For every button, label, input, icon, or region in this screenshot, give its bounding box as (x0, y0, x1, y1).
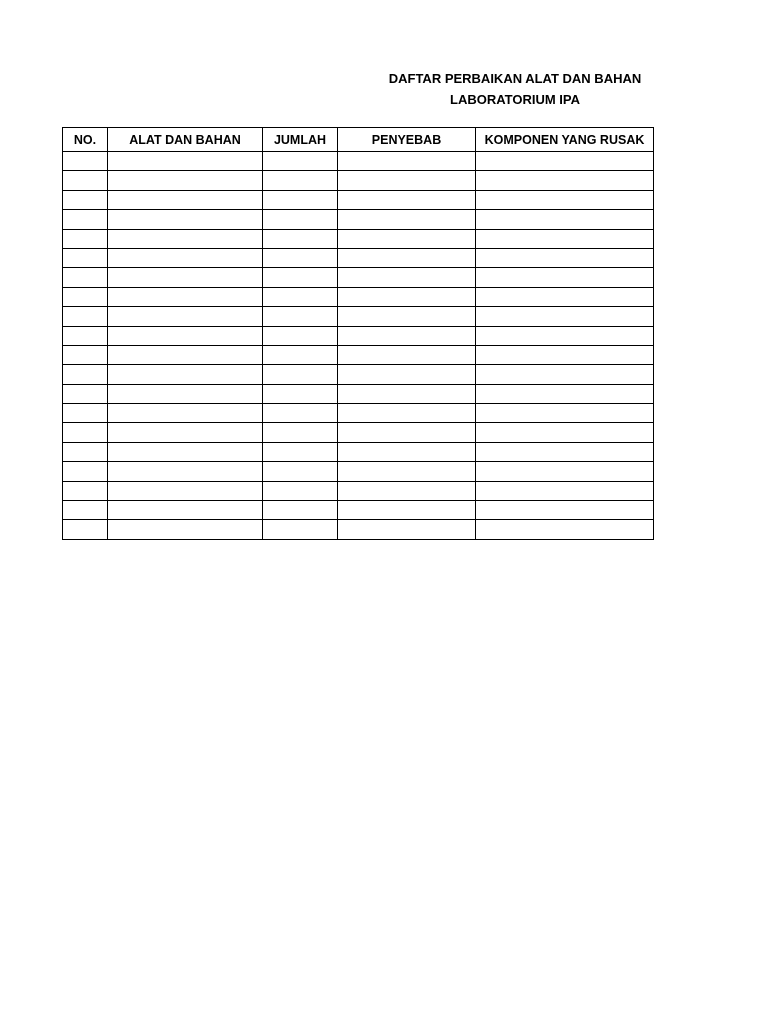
table-row (63, 365, 654, 384)
table-row (63, 423, 654, 442)
cell-alat-dan-bahan (108, 190, 263, 209)
cell-komponen-yang-rusak (476, 384, 654, 403)
cell-no (63, 268, 108, 287)
cell-no (63, 501, 108, 520)
cell-no (63, 481, 108, 500)
cell-penyebab (338, 501, 476, 520)
cell-penyebab (338, 345, 476, 364)
cell-alat-dan-bahan (108, 462, 263, 481)
table-row (63, 326, 654, 345)
cell-komponen-yang-rusak (476, 442, 654, 461)
cell-komponen-yang-rusak (476, 229, 654, 248)
cell-penyebab (338, 442, 476, 461)
cell-alat-dan-bahan (108, 520, 263, 539)
cell-no (63, 365, 108, 384)
cell-no (63, 326, 108, 345)
cell-jumlah (263, 326, 338, 345)
table-row (63, 210, 654, 229)
cell-penyebab (338, 307, 476, 326)
cell-penyebab (338, 481, 476, 500)
cell-komponen-yang-rusak (476, 171, 654, 190)
cell-penyebab (338, 404, 476, 423)
cell-alat-dan-bahan (108, 423, 263, 442)
table-row (63, 152, 654, 171)
cell-komponen-yang-rusak (476, 190, 654, 209)
column-header-komponen-yang-rusak: KOMPONEN YANG RUSAK (476, 128, 654, 152)
cell-jumlah (263, 442, 338, 461)
cell-alat-dan-bahan (108, 248, 263, 267)
cell-alat-dan-bahan (108, 384, 263, 403)
cell-alat-dan-bahan (108, 345, 263, 364)
cell-no (63, 210, 108, 229)
cell-jumlah (263, 171, 338, 190)
table-row (63, 307, 654, 326)
cell-penyebab (338, 229, 476, 248)
table-row (63, 481, 654, 500)
cell-komponen-yang-rusak (476, 307, 654, 326)
cell-no (63, 404, 108, 423)
cell-no (63, 152, 108, 171)
column-header-no: NO. (63, 128, 108, 152)
cell-no (63, 384, 108, 403)
cell-komponen-yang-rusak (476, 365, 654, 384)
cell-jumlah (263, 423, 338, 442)
page-title-line-2: LABORATORIUM IPA (450, 92, 580, 107)
cell-jumlah (263, 404, 338, 423)
cell-no (63, 171, 108, 190)
table-row (63, 248, 654, 267)
cell-alat-dan-bahan (108, 268, 263, 287)
table-row (63, 268, 654, 287)
table-row (63, 229, 654, 248)
cell-penyebab (338, 210, 476, 229)
cell-alat-dan-bahan (108, 229, 263, 248)
cell-no (63, 307, 108, 326)
cell-jumlah (263, 384, 338, 403)
cell-komponen-yang-rusak (476, 520, 654, 539)
cell-alat-dan-bahan (108, 481, 263, 500)
cell-komponen-yang-rusak (476, 326, 654, 345)
cell-penyebab (338, 152, 476, 171)
cell-no (63, 345, 108, 364)
table-header-row (63, 128, 654, 152)
cell-no (63, 190, 108, 209)
table-row (63, 190, 654, 209)
table-body (63, 152, 654, 540)
cell-jumlah (263, 287, 338, 306)
cell-penyebab (338, 520, 476, 539)
cell-komponen-yang-rusak (476, 501, 654, 520)
cell-penyebab (338, 326, 476, 345)
cell-jumlah (263, 520, 338, 539)
cell-komponen-yang-rusak (476, 462, 654, 481)
table-row (63, 462, 654, 481)
cell-no (63, 520, 108, 539)
cell-alat-dan-bahan (108, 326, 263, 345)
table-row (63, 171, 654, 190)
cell-komponen-yang-rusak (476, 248, 654, 267)
cell-jumlah (263, 268, 338, 287)
column-header-jumlah: JUMLAH (263, 128, 338, 152)
cell-alat-dan-bahan (108, 501, 263, 520)
cell-no (63, 423, 108, 442)
cell-no (63, 287, 108, 306)
cell-penyebab (338, 423, 476, 442)
cell-alat-dan-bahan (108, 442, 263, 461)
cell-penyebab (338, 171, 476, 190)
cell-alat-dan-bahan (108, 287, 263, 306)
table-row (63, 520, 654, 539)
cell-jumlah (263, 462, 338, 481)
cell-komponen-yang-rusak (476, 210, 654, 229)
table-row (63, 442, 654, 461)
cell-komponen-yang-rusak (476, 268, 654, 287)
cell-alat-dan-bahan (108, 307, 263, 326)
cell-no (63, 462, 108, 481)
cell-penyebab (338, 268, 476, 287)
cell-penyebab (338, 190, 476, 209)
cell-komponen-yang-rusak (476, 152, 654, 171)
cell-penyebab (338, 287, 476, 306)
cell-komponen-yang-rusak (476, 481, 654, 500)
cell-komponen-yang-rusak (476, 345, 654, 364)
cell-komponen-yang-rusak (476, 404, 654, 423)
cell-jumlah (263, 501, 338, 520)
cell-no (63, 442, 108, 461)
cell-jumlah (263, 229, 338, 248)
table-row (63, 404, 654, 423)
column-header-penyebab: PENYEBAB (338, 128, 476, 152)
cell-jumlah (263, 481, 338, 500)
cell-jumlah (263, 248, 338, 267)
cell-penyebab (338, 365, 476, 384)
cell-alat-dan-bahan (108, 365, 263, 384)
cell-jumlah (263, 307, 338, 326)
cell-penyebab (338, 462, 476, 481)
table-row (63, 345, 654, 364)
cell-jumlah (263, 345, 338, 364)
table-row (63, 384, 654, 403)
cell-penyebab (338, 384, 476, 403)
cell-komponen-yang-rusak (476, 287, 654, 306)
cell-jumlah (263, 190, 338, 209)
cell-alat-dan-bahan (108, 171, 263, 190)
cell-alat-dan-bahan (108, 404, 263, 423)
cell-jumlah (263, 152, 338, 171)
cell-jumlah (263, 210, 338, 229)
column-header-alat-dan-bahan: ALAT DAN BAHAN (108, 128, 263, 152)
cell-komponen-yang-rusak (476, 423, 654, 442)
cell-alat-dan-bahan (108, 210, 263, 229)
cell-no (63, 229, 108, 248)
cell-penyebab (338, 248, 476, 267)
cell-no (63, 248, 108, 267)
cell-jumlah (263, 365, 338, 384)
page-title-line-1: DAFTAR PERBAIKAN ALAT DAN BAHAN (388, 71, 642, 86)
table-row (63, 501, 654, 520)
repair-list-table (62, 127, 654, 540)
cell-alat-dan-bahan (108, 152, 263, 171)
table-row (63, 287, 654, 306)
